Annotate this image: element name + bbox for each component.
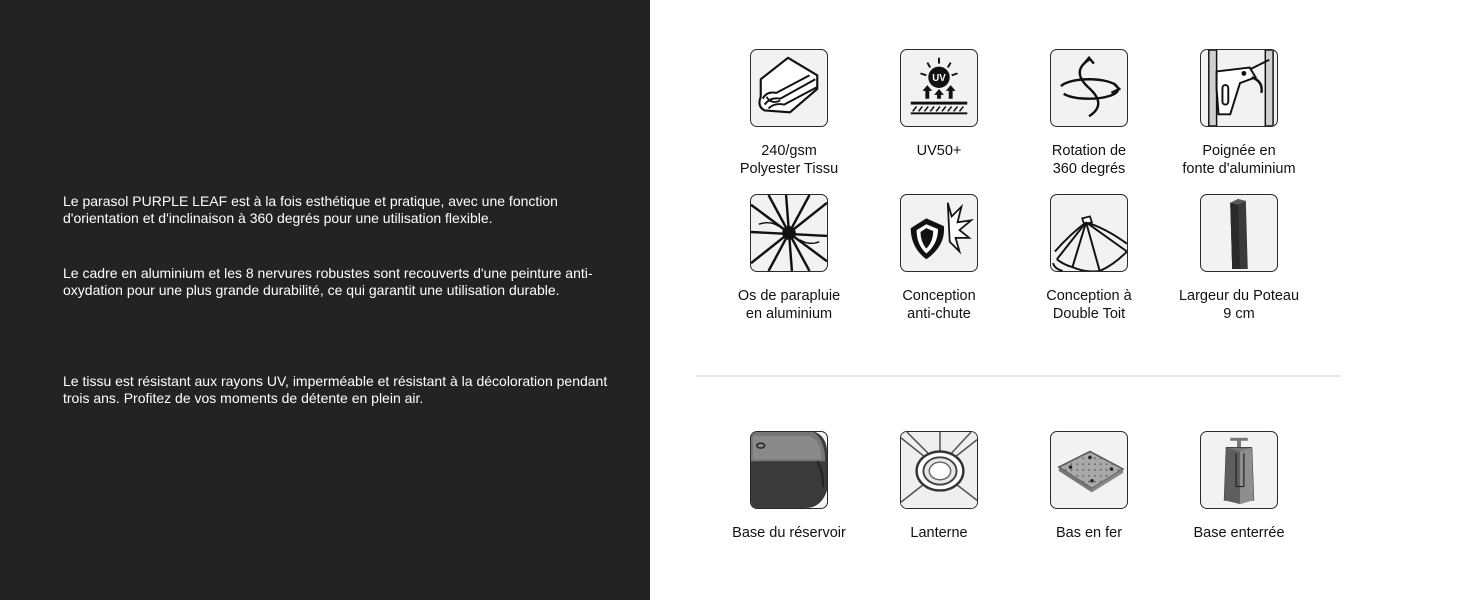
feature-anti-fall-label: Conception anti-chute bbox=[902, 288, 976, 322]
feature-uv bbox=[864, 49, 1014, 160]
feature-fabric bbox=[714, 49, 864, 178]
feature-double-roof bbox=[1014, 194, 1164, 323]
umbrella-ribs-icon bbox=[750, 194, 828, 272]
feature-double-roof-label: Conception à Double Toit bbox=[1046, 288, 1132, 322]
shield-icon bbox=[900, 194, 978, 272]
feature-handle bbox=[1164, 49, 1314, 178]
description-panel bbox=[0, 0, 650, 600]
uv-badge-text: UV bbox=[932, 73, 946, 85]
accessory-lantern-label: Lanterne bbox=[910, 525, 968, 541]
double-roof-icon bbox=[1050, 194, 1128, 272]
feature-rotation bbox=[1014, 49, 1164, 178]
uv-protection-icon bbox=[900, 49, 978, 127]
feature-handle-label: Poignée en fonte d'aluminium bbox=[1182, 143, 1296, 177]
ground-base-icon bbox=[1200, 431, 1278, 509]
feature-umbrella-ribs-label: Os de parapluie en aluminium bbox=[737, 288, 841, 322]
accessory-iron-base bbox=[1014, 431, 1164, 542]
accessory-lantern bbox=[864, 431, 1014, 542]
accessory-iron-base-label: Bas en fer bbox=[1055, 525, 1123, 541]
fabric-roll-icon bbox=[750, 49, 828, 127]
handle-icon bbox=[1200, 49, 1278, 127]
lantern-icon bbox=[900, 431, 978, 509]
section-divider bbox=[696, 375, 1341, 377]
feature-rotation-label: Rotation de 360 degrés bbox=[1051, 143, 1127, 177]
feature-umbrella-ribs bbox=[714, 194, 864, 323]
accessory-ground-base-label: Base enterrée bbox=[1193, 525, 1285, 541]
description-paragraph-2: Le cadre en aluminium et les 8 nervures robustes sont recouverts d'une peinture anti-oxydation pour une plus grande durabilité, ce qui garantit une utilisation durable. bbox=[63, 265, 593, 298]
pole-icon bbox=[1200, 194, 1278, 272]
iron-base-icon bbox=[1050, 431, 1128, 509]
accessory-tank-base bbox=[714, 431, 864, 542]
feature-pole-label: Largeur du Poteau 9 cm bbox=[1178, 288, 1300, 322]
accessory-tank-base-label: Base du réservoir bbox=[732, 525, 846, 541]
feature-anti-fall bbox=[864, 194, 1014, 323]
feature-pole bbox=[1164, 194, 1314, 323]
description-paragraph-1: Le parasol PURPLE LEAF est à la fois esthétique et pratique, avec une fonction d'orientation et d'inclinaison à 360 degrés pour une utilisation flexible. bbox=[63, 193, 558, 226]
tank-base-icon bbox=[750, 431, 828, 509]
feature-fabric-label: 240/gsm Polyester Tissu bbox=[739, 143, 839, 177]
description-paragraph-3: Le tissu est résistant aux rayons UV, imperméable et résistant à la décoloration pendant trois ans. Profitez de vos moments de détente en plein air. bbox=[63, 373, 608, 406]
feature-uv-label: UV50+ bbox=[916, 143, 962, 159]
rotation-icon bbox=[1050, 49, 1128, 127]
accessory-ground-base bbox=[1164, 431, 1314, 542]
